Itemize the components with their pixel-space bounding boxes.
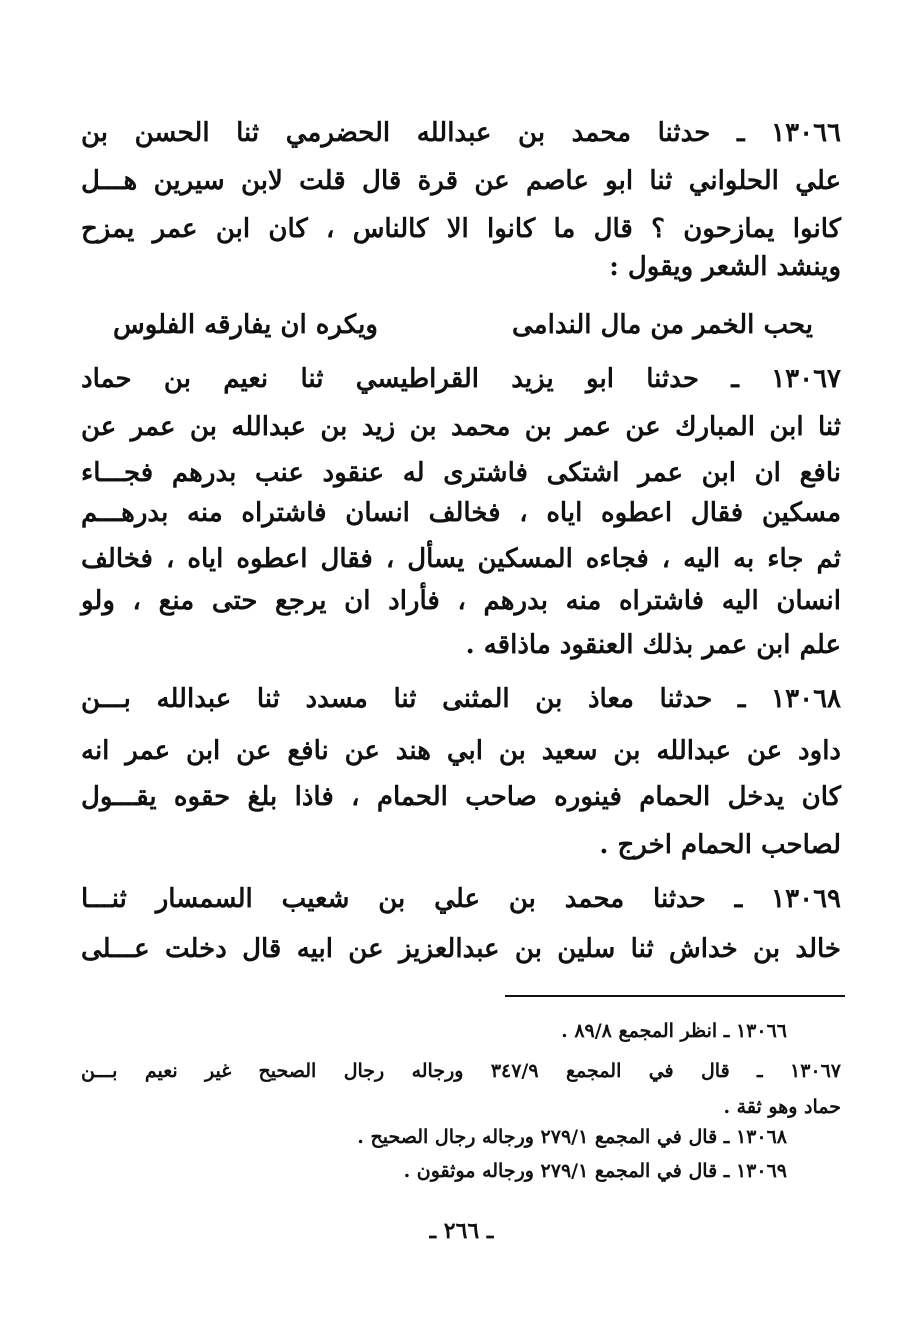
footnote-13069: ١٣٠٦٩ ـ قال في المجمع ٢٧٩/١ ورجاله موثقون . bbox=[403, 1160, 787, 1182]
page-number: ـ ٢٦٦ ـ bbox=[429, 1218, 494, 1244]
footnote-13068: ١٣٠٦٨ ـ قال في المجمع ٢٧٩/١ ورجاله رجال الصحيح . bbox=[357, 1126, 787, 1148]
footnote-13067-continued: حماد وهو ثقة . bbox=[723, 1096, 841, 1118]
hadith-13068-line-1: ١٣٠٦٨ ـ حدثنا معاذ بن المثنى ثنا مسدد ثنا عبدالله بـــن bbox=[81, 684, 841, 714]
hadith-13068-line-3: كان يدخل الحمام فينوره صاحب الحمام ، فاذا بلغ حقوه يقـــول bbox=[81, 782, 841, 812]
hadith-13066-line-1: ١٣٠٦٦ ـ حدثنا محمد بن عبدالله الحضرمي ثنا الحسن بن bbox=[81, 118, 841, 148]
verse-second-hemistich: ويكره ان يفارقه الفلوس bbox=[113, 310, 378, 340]
hadith-13067-line-6: انسان اليه فاشتراه منه بدرهم ، فأراد ان يرجع حتى منع ، ولو bbox=[81, 586, 841, 616]
verse-first-hemistich: يحب الخمر من مال الندامى bbox=[512, 310, 813, 340]
hadith-13068-line-2: داود عن عبدالله بن سعيد بن ابي هند عن نافع عن ابن عمر انه bbox=[81, 736, 841, 766]
hadith-13067-line-1: ١٣٠٦٧ ـ حدثنا ابو يزيد القراطيسي ثنا نعيم بن حماد bbox=[81, 364, 842, 394]
hadith-13069-line-1: ١٣٠٦٩ ـ حدثنا محمد بن علي بن شعيب السمسار ثنـــا bbox=[81, 884, 841, 914]
footnote-13067: ١٣٠٦٧ ـ قال في المجمع ٣٤٧/٩ ورجاله رجال الصحيح غير نعيم بـــن bbox=[81, 1060, 842, 1082]
footnote-13066: ١٣٠٦٦ ـ انظر المجمع ٨٩/٨ . bbox=[561, 1020, 787, 1042]
hadith-13069-line-2: خالد بن خداش ثنا سلين بن عبدالعزيز عن ابيه قال دخلت عـــلى bbox=[81, 934, 841, 964]
hadith-13067-line-4: مسكين فقال اعطوه اياه ، فخالف انسان فاشتراه منه بدرهـــم bbox=[81, 498, 841, 528]
hadith-13068-line-4: لصاحب الحمام اخرج . bbox=[599, 830, 841, 860]
hadith-13067-line-5: ثم جاء به اليه ، فجاءه المسكين يسأل ، فقال اعطوه اياه ، فخالف bbox=[81, 544, 841, 574]
poetry-verse bbox=[113, 308, 813, 342]
hadith-13066-line-4: وينشد الشعر ويقول : bbox=[609, 252, 841, 282]
footnote-separator bbox=[505, 995, 845, 997]
hadith-13067-line-3: نافع ان ابن عمر اشتكى فاشترى له عنقود عنب بدرهم فجـــاء bbox=[81, 458, 841, 488]
hadith-13067-line-7: علم ابن عمر بذلك العنقود ماذاقه . bbox=[465, 630, 841, 660]
hadith-13067-line-2: ثنا ابن المبارك عن عمر بن محمد بن زيد بن عبدالله بن عمر عن bbox=[81, 412, 841, 442]
hadith-13066-line-2: علي الحلواني ثنا ابو عاصم عن قرة قال قلت لابن سيرين هـــل bbox=[81, 166, 841, 196]
hadith-13066-line-3: كانوا يمازحون ؟ قال ما كانوا الا كالناس ، كان ابن عمر يمزح bbox=[81, 214, 841, 244]
